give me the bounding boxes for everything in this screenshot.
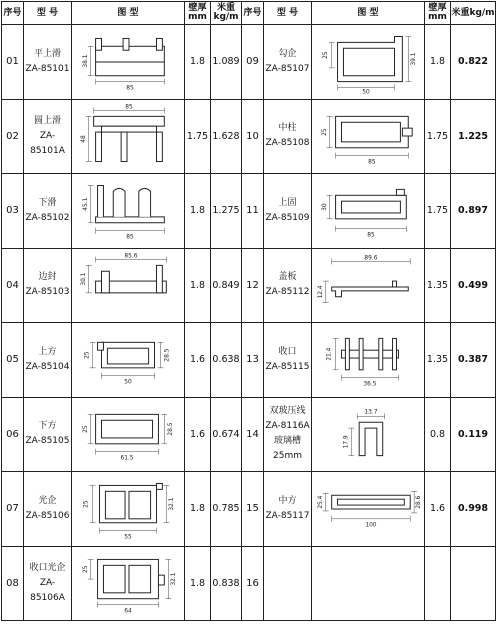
header-weight: 米重kg/m [211, 2, 242, 25]
wall-thickness-cell: 1.6 [185, 323, 211, 398]
dimension-label: 89.6 [364, 255, 378, 262]
model-cell [24, 25, 72, 100]
seq-cell: 12 [242, 248, 264, 323]
profile-drawing [314, 28, 422, 96]
model-name: 圆上滑 [33, 115, 61, 126]
model-cell [24, 323, 72, 398]
dimension-label: 85 [125, 104, 133, 111]
unit-weight-cell: 0.638 [211, 323, 242, 398]
unit-weight-cell: 0.897 [451, 174, 496, 249]
drawing-cell [312, 397, 425, 472]
dimension-label: 45.1 [82, 197, 89, 211]
seq-cell: 04 [2, 248, 24, 323]
unit-weight-cell: 0.387 [451, 323, 496, 398]
unit-weight-cell: 1.225 [451, 99, 496, 174]
model-code: ZA-85106A [30, 577, 65, 603]
dimension-label: 39.1 [411, 52, 418, 66]
model-note: 玻璃槽25mm [273, 436, 302, 462]
dimension-label: 38.1 [82, 54, 89, 68]
dimension-label: 25 [82, 565, 89, 574]
drawing-cell [312, 546, 425, 621]
dimension-label: 30 [321, 203, 328, 211]
model-name: 下方 [38, 421, 57, 432]
model-name: 收口光企 [29, 562, 66, 573]
profile-drawing [314, 549, 422, 617]
dimension-label: 85 [126, 85, 134, 92]
unit-weight-cell: 1.628 [211, 99, 242, 174]
seq-cell: 06 [2, 397, 24, 472]
wall-thickness-cell: 1.8 [185, 248, 211, 323]
dimension-label: 32.1 [171, 572, 178, 586]
profile-drawing [74, 400, 182, 468]
profile-spec-table [1, 1, 496, 621]
seq-cell: 09 [242, 25, 264, 100]
model-code: ZA-85109 [265, 212, 310, 223]
dimension-label: 85.6 [124, 253, 138, 260]
wall-thickness-cell: 1.6 [185, 397, 211, 472]
model-code: ZA-85115 [265, 361, 310, 372]
wall-thickness-cell: 1.8 [425, 25, 451, 100]
wall-thickness-cell: 1.75 [425, 99, 451, 174]
header-drawing-2: 图 型 [312, 2, 425, 25]
model-name: 平上滑 [33, 48, 61, 59]
model-cell [24, 248, 72, 323]
table-row [2, 472, 496, 547]
header-seq: 序号 [2, 2, 24, 25]
model-code: ZA-85105 [25, 436, 70, 447]
header-seq-2: 序号 [242, 2, 264, 25]
profile-drawing [74, 28, 182, 96]
model-cell [264, 323, 312, 398]
seq-cell: 16 [242, 546, 264, 621]
model-cell [264, 99, 312, 174]
dimension-label: 100 [365, 522, 377, 529]
model-cell [264, 546, 312, 621]
header-model-2: 型 号 [264, 2, 312, 25]
unit-weight-cell: 0.822 [451, 25, 496, 100]
profile-drawing [314, 326, 422, 394]
seq-cell: 01 [2, 25, 24, 100]
model-code: ZA-85106 [25, 510, 70, 521]
dimension-label: 64 [124, 608, 132, 615]
wall-thickness-cell: 1.75 [425, 174, 451, 249]
header-model: 型 号 [24, 2, 72, 25]
wall-thickness-cell: 1.75 [185, 99, 211, 174]
dimension-label: 28.6 [416, 495, 422, 509]
unit-weight-cell: 0.499 [451, 248, 496, 323]
wall-thickness-cell: 1.8 [185, 174, 211, 249]
table-row [2, 546, 496, 621]
wall-thickness-cell: 0.8 [425, 397, 451, 472]
model-name: 盖板 [278, 272, 297, 283]
unit-weight-cell: 0.785 [211, 472, 242, 547]
table-row [2, 99, 496, 174]
drawing-cell [312, 99, 425, 174]
dimension-label: 85 [368, 159, 376, 166]
profile-drawing [74, 549, 182, 617]
model-code: ZA-85101 [25, 63, 70, 74]
profile-drawing [74, 177, 182, 245]
dimension-label: 17.9 [343, 435, 350, 449]
model-code: ZA-85101A [30, 130, 65, 156]
dimension-label: 25 [321, 128, 328, 137]
dimension-label: 25 [322, 51, 329, 59]
model-cell [264, 25, 312, 100]
unit-weight-cell: 1.275 [211, 174, 242, 249]
dimension-label: 50 [124, 379, 132, 386]
drawing-cell [312, 174, 425, 249]
drawing-cell [312, 25, 425, 100]
model-cell [264, 174, 312, 249]
seq-cell: 08 [2, 546, 24, 621]
dimension-label: 61.5 [120, 455, 134, 462]
model-code: ZA-85112 [265, 287, 310, 298]
model-cell [24, 99, 72, 174]
seq-cell: 07 [2, 472, 24, 547]
model-name: 光企 [38, 495, 57, 506]
seq-cell: 11 [242, 174, 264, 249]
unit-weight-cell: 0.674 [211, 397, 242, 472]
dimension-label: 25.4 [317, 495, 324, 509]
table-row [2, 323, 496, 398]
model-cell [24, 546, 72, 621]
profile-drawing [74, 326, 182, 394]
seq-cell: 03 [2, 174, 24, 249]
unit-weight-cell: 0.119 [451, 397, 496, 472]
dimension-label: 30.1 [80, 272, 87, 286]
model-code: ZA-85108 [265, 138, 310, 149]
drawing-cell [312, 248, 425, 323]
table-row [2, 397, 496, 472]
table-row [2, 25, 496, 100]
drawing-cell [72, 546, 185, 621]
dimension-label: 32.1 [169, 497, 176, 511]
dimension-label: 48 [80, 135, 87, 143]
drawing-cell [72, 323, 185, 398]
profile-drawing [314, 475, 422, 543]
drawing-cell [72, 397, 185, 472]
wall-thickness-cell: 1.6 [425, 472, 451, 547]
drawing-cell [312, 472, 425, 547]
model-code: ZA-85104 [25, 361, 70, 372]
profile-drawing [74, 251, 182, 319]
profile-drawing [74, 475, 182, 543]
profile-drawing [314, 177, 422, 245]
model-name: 上方 [38, 346, 57, 357]
model-cell [264, 397, 312, 472]
model-cell [24, 397, 72, 472]
model-code: ZA-85102 [25, 212, 70, 223]
dimension-label: 36.5 [363, 381, 377, 388]
dimension-label: 21.4 [326, 347, 333, 361]
wall-thickness-cell: 1.8 [185, 472, 211, 547]
dimension-label: 28.5 [168, 422, 175, 436]
drawing-cell [312, 323, 425, 398]
model-code: ZA-85103 [25, 287, 70, 298]
dimension-label: 28.5 [164, 348, 171, 362]
model-name: 收口 [278, 346, 297, 357]
model-name: 中方 [278, 495, 297, 506]
seq-cell: 05 [2, 323, 24, 398]
model-name: 双玻压线 [269, 406, 306, 417]
dimension-label: 25 [84, 351, 91, 359]
dimension-label: 85 [126, 234, 134, 241]
wall-thickness-cell [425, 546, 451, 621]
profile-drawing [314, 251, 422, 319]
model-name: 下滑 [38, 197, 57, 208]
header-wall-2: 壁厚mm [425, 2, 451, 25]
header-drawing: 图 型 [72, 2, 185, 25]
table-row [2, 248, 496, 323]
dimension-label: 25 [82, 425, 89, 434]
drawing-cell [72, 248, 185, 323]
model-name: 勾企 [278, 48, 297, 59]
model-cell [24, 472, 72, 547]
profile-drawing [74, 102, 182, 170]
unit-weight-cell: 0.998 [451, 472, 496, 547]
dimension-label: 55 [124, 534, 132, 541]
unit-weight-cell [451, 546, 496, 621]
dimension-label: 12.4 [317, 285, 324, 299]
seq-cell: 15 [242, 472, 264, 547]
wall-thickness-cell: 1.8 [185, 546, 211, 621]
model-name: 边封 [38, 272, 57, 283]
model-name: 中柱 [278, 123, 297, 134]
drawing-cell [72, 99, 185, 174]
model-cell [24, 174, 72, 249]
model-code: ZA-85107 [265, 63, 310, 74]
unit-weight-cell: 0.849 [211, 248, 242, 323]
seq-cell: 02 [2, 99, 24, 174]
profile-spec-table-wrapper [1, 1, 495, 624]
dimension-label: 25 [83, 500, 90, 508]
wall-thickness-cell: 1.35 [425, 323, 451, 398]
dimension-label: 50 [362, 89, 370, 96]
profile-drawing [314, 102, 422, 170]
drawing-cell [72, 174, 185, 249]
profile-drawing [314, 400, 422, 468]
seq-cell: 14 [242, 397, 264, 472]
model-cell [264, 248, 312, 323]
dimension-label: 85 [367, 232, 375, 239]
dimension-label: 13.7 [364, 409, 378, 416]
table-row [2, 174, 496, 249]
header-row [2, 2, 496, 25]
wall-thickness-cell: 1.35 [425, 248, 451, 323]
model-cell [264, 472, 312, 547]
header-weight-2: 米重kg/m [451, 2, 496, 25]
unit-weight-cell: 1.089 [211, 25, 242, 100]
model-code: ZA-8116A [265, 421, 310, 432]
wall-thickness-cell: 1.8 [185, 25, 211, 100]
model-code: ZA-85117 [265, 510, 310, 521]
header-wall: 壁厚mm [185, 2, 211, 25]
seq-cell: 10 [242, 99, 264, 174]
drawing-cell [72, 472, 185, 547]
drawing-cell [72, 25, 185, 100]
model-name: 上固 [278, 197, 297, 208]
seq-cell: 13 [242, 323, 264, 398]
unit-weight-cell: 0.838 [211, 546, 242, 621]
